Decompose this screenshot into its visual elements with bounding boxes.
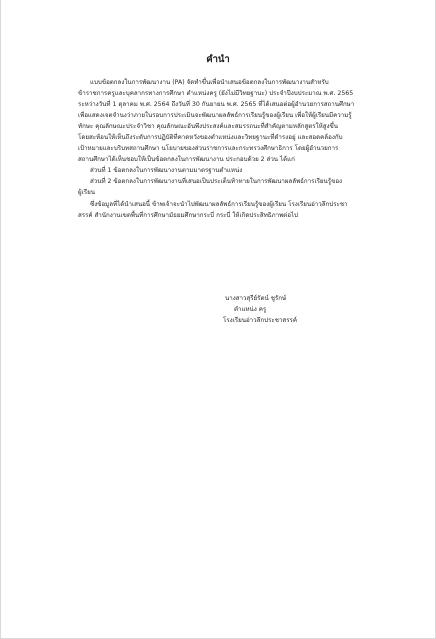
part-2-line-1: ส่วนที่ 2 ข้อตกลงในการพัฒนางานที่เสนอเป็นประเด็นท้าทายในการพัฒนาผลลัพธ์การเรียนรู้ของ <box>90 178 343 185</box>
body-line-8: สถานศึกษาได้เห็นชอบให้เป็นข้อตกลงในการพัฒนางาน ประกอบด้วย 2 ส่วน ได้แก่ <box>78 156 295 163</box>
page-title: คำนำ <box>206 54 230 65</box>
signature-position: ตำแหน่ง ครู <box>234 306 267 313</box>
part-2-line-2: ผู้เรียน <box>78 189 95 196</box>
signature-school: โรงเรียนอ่าวลึกประชาสรรค์ <box>223 317 297 324</box>
body-line-7: เป้าหมายและบริบทสถานศึกษา นโยบายของส่วนราชการและกระทรวงศึกษาธิการ โดยผู้อำนวยการ <box>78 145 339 152</box>
closing-line-2: สรรค์ สำนักงานเขตพื้นที่การศึกษามัธยมศึกษากระบี่ กระบี่ ให้เกิดประสิทธิภาพต่อไป <box>78 212 298 219</box>
body-line-2: ข้าราชการครูและบุคลากรทางการศึกษา ตำแหน่งครู (ยังไม่มีวิทยฐานะ) ประจำปีงบประมาณ พ.ศ. 2565 <box>78 90 354 97</box>
body-line-3: ระหว่างวันที่ 1 ตุลาคม พ.ศ. 2564 ถึงวันที่ 30 กันยายน พ.ศ. 2565 ที่ได้เสนอต่อผู้อำนวยการสถานศึกษา <box>78 101 355 108</box>
part-1-line: ส่วนที่ 1 ข้อตกลงในการพัฒนางานตามมาตรฐานตำแหน่ง <box>90 167 243 174</box>
signature-name: นางสาวสุรีย์รัตน์ ชูรักษ์ <box>225 295 287 302</box>
body-line-6: โดยสะท้อนให้เห็นถึงระดับการปฏิบัติที่คาดหวังของตำแหน่งและวิทยฐานะที่ดำรงอยู่ และสอดคล้องกับ <box>78 134 343 141</box>
body-line-1: แบบข้อตกลงในการพัฒนางาน (PA) จัดทำขึ้นเพื่อนำเสนอข้อตกลงในการพัฒนางานสำหรับ <box>90 79 329 86</box>
body-line-5: ทักษะ คุณลักษณะประจำวิชา คุณลักษณะอันพึงประสงค์และสมรรถนะที่สำคัญตามหลักสูตรให้สูงขึ้น <box>78 123 338 130</box>
body-line-4: เพื่อแสดงเจตจำนงว่าภายในรอบการประเมินจะพัฒนาผลลัพธ์การเรียนรู้ของผู้เรียน เพื่อให้ผู้เรียนมีความรู้ <box>78 112 352 119</box>
closing-line-1: ซึ่งข้อมูลที่ได้นำเสนอนี้ ข้าพเจ้าจะนำไปพัฒนาผลลัพธ์การเรียนรู้ของผู้เรียน โรงเรียนอ่าวลึกประชา <box>90 201 348 208</box>
